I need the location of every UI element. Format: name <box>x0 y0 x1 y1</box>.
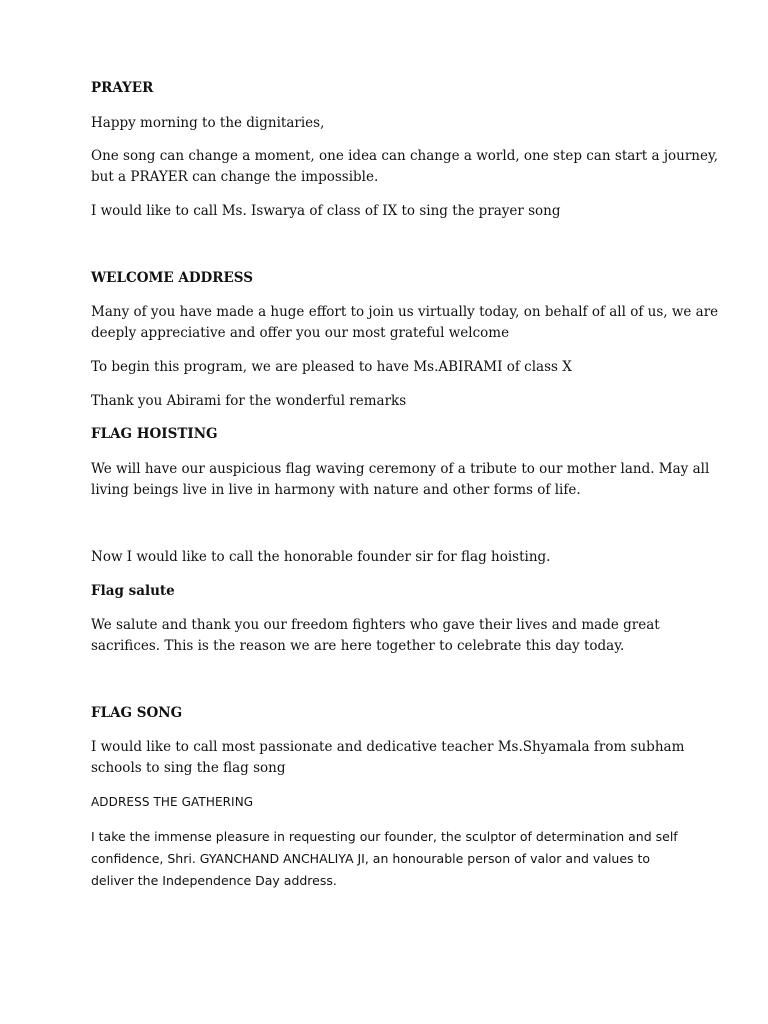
flag-hoisting-line-1: We will have our auspicious flag waving ceremony of a tribute to our mother land. May all <box>91 461 710 477</box>
welcome-thanks: Thank you Abirami for the wonderful remarks <box>91 393 407 409</box>
welcome-begin: To begin this program, we are pleased to have Ms.ABIRAMI of class X <box>91 359 572 375</box>
prayer-call: I would like to call Ms. Iswarya of class of IX to sing the prayer song <box>91 203 561 219</box>
address-line-2: confidence, Shri. GYANCHAND ANCHALIYA JI, an honourable person of valor and values to <box>91 851 651 866</box>
flag-salute-heading: Flag salute <box>91 583 175 599</box>
flag-salute-line-2: sacrifices. This is the reason we are here together to celebrate this day today. <box>91 638 625 654</box>
address-line-3: deliver the Independence Day address. <box>91 873 337 888</box>
flag-song-line-1: I would like to call most passionate and dedicative teacher Ms.Shyamala from subham <box>91 739 685 755</box>
flag-hoisting-heading: FLAG HOISTING <box>91 426 218 442</box>
prayer-greeting: Happy morning to the dignitaries, <box>91 115 325 131</box>
flag-salute-paragraph <box>91 615 691 657</box>
prayer-quote <box>91 146 719 188</box>
welcome-heading: WELCOME ADDRESS <box>91 270 253 286</box>
flag-song-heading: FLAG SONG <box>91 705 183 721</box>
address-line-1: I take the immense pleasure in requesting our founder, the sculptor of determination and self <box>91 829 678 844</box>
prayer-heading: PRAYER <box>91 80 154 96</box>
flag-hoisting-line-2: living beings live in live in harmony with nature and other forms of life. <box>91 482 581 498</box>
flag-hoisting-paragraph <box>91 459 710 501</box>
flag-song-line-2: schools to sing the flag song <box>91 760 286 776</box>
flag-song-paragraph <box>91 737 691 779</box>
address-paragraph <box>91 826 691 892</box>
welcome-paragraph-line-2: deeply appreciative and offer you our most grateful welcome <box>91 325 510 341</box>
prayer-quote-line-2: but a PRAYER can change the impossible. <box>91 169 379 185</box>
address-heading: ADDRESS THE GATHERING <box>91 795 254 809</box>
prayer-quote-line-1: One song can change a moment, one idea can change a world, one step can start a journey, <box>91 148 719 164</box>
flag-hoisting-call: Now I would like to call the honorable founder sir for flag hoisting. <box>91 549 551 565</box>
flag-salute-line-1: We salute and thank you our freedom fighters who gave their lives and made great <box>91 617 660 633</box>
welcome-paragraph <box>91 302 719 344</box>
welcome-paragraph-line-1: Many of you have made a huge effort to join us virtually today, on behalf of all of us, we are <box>91 304 719 320</box>
